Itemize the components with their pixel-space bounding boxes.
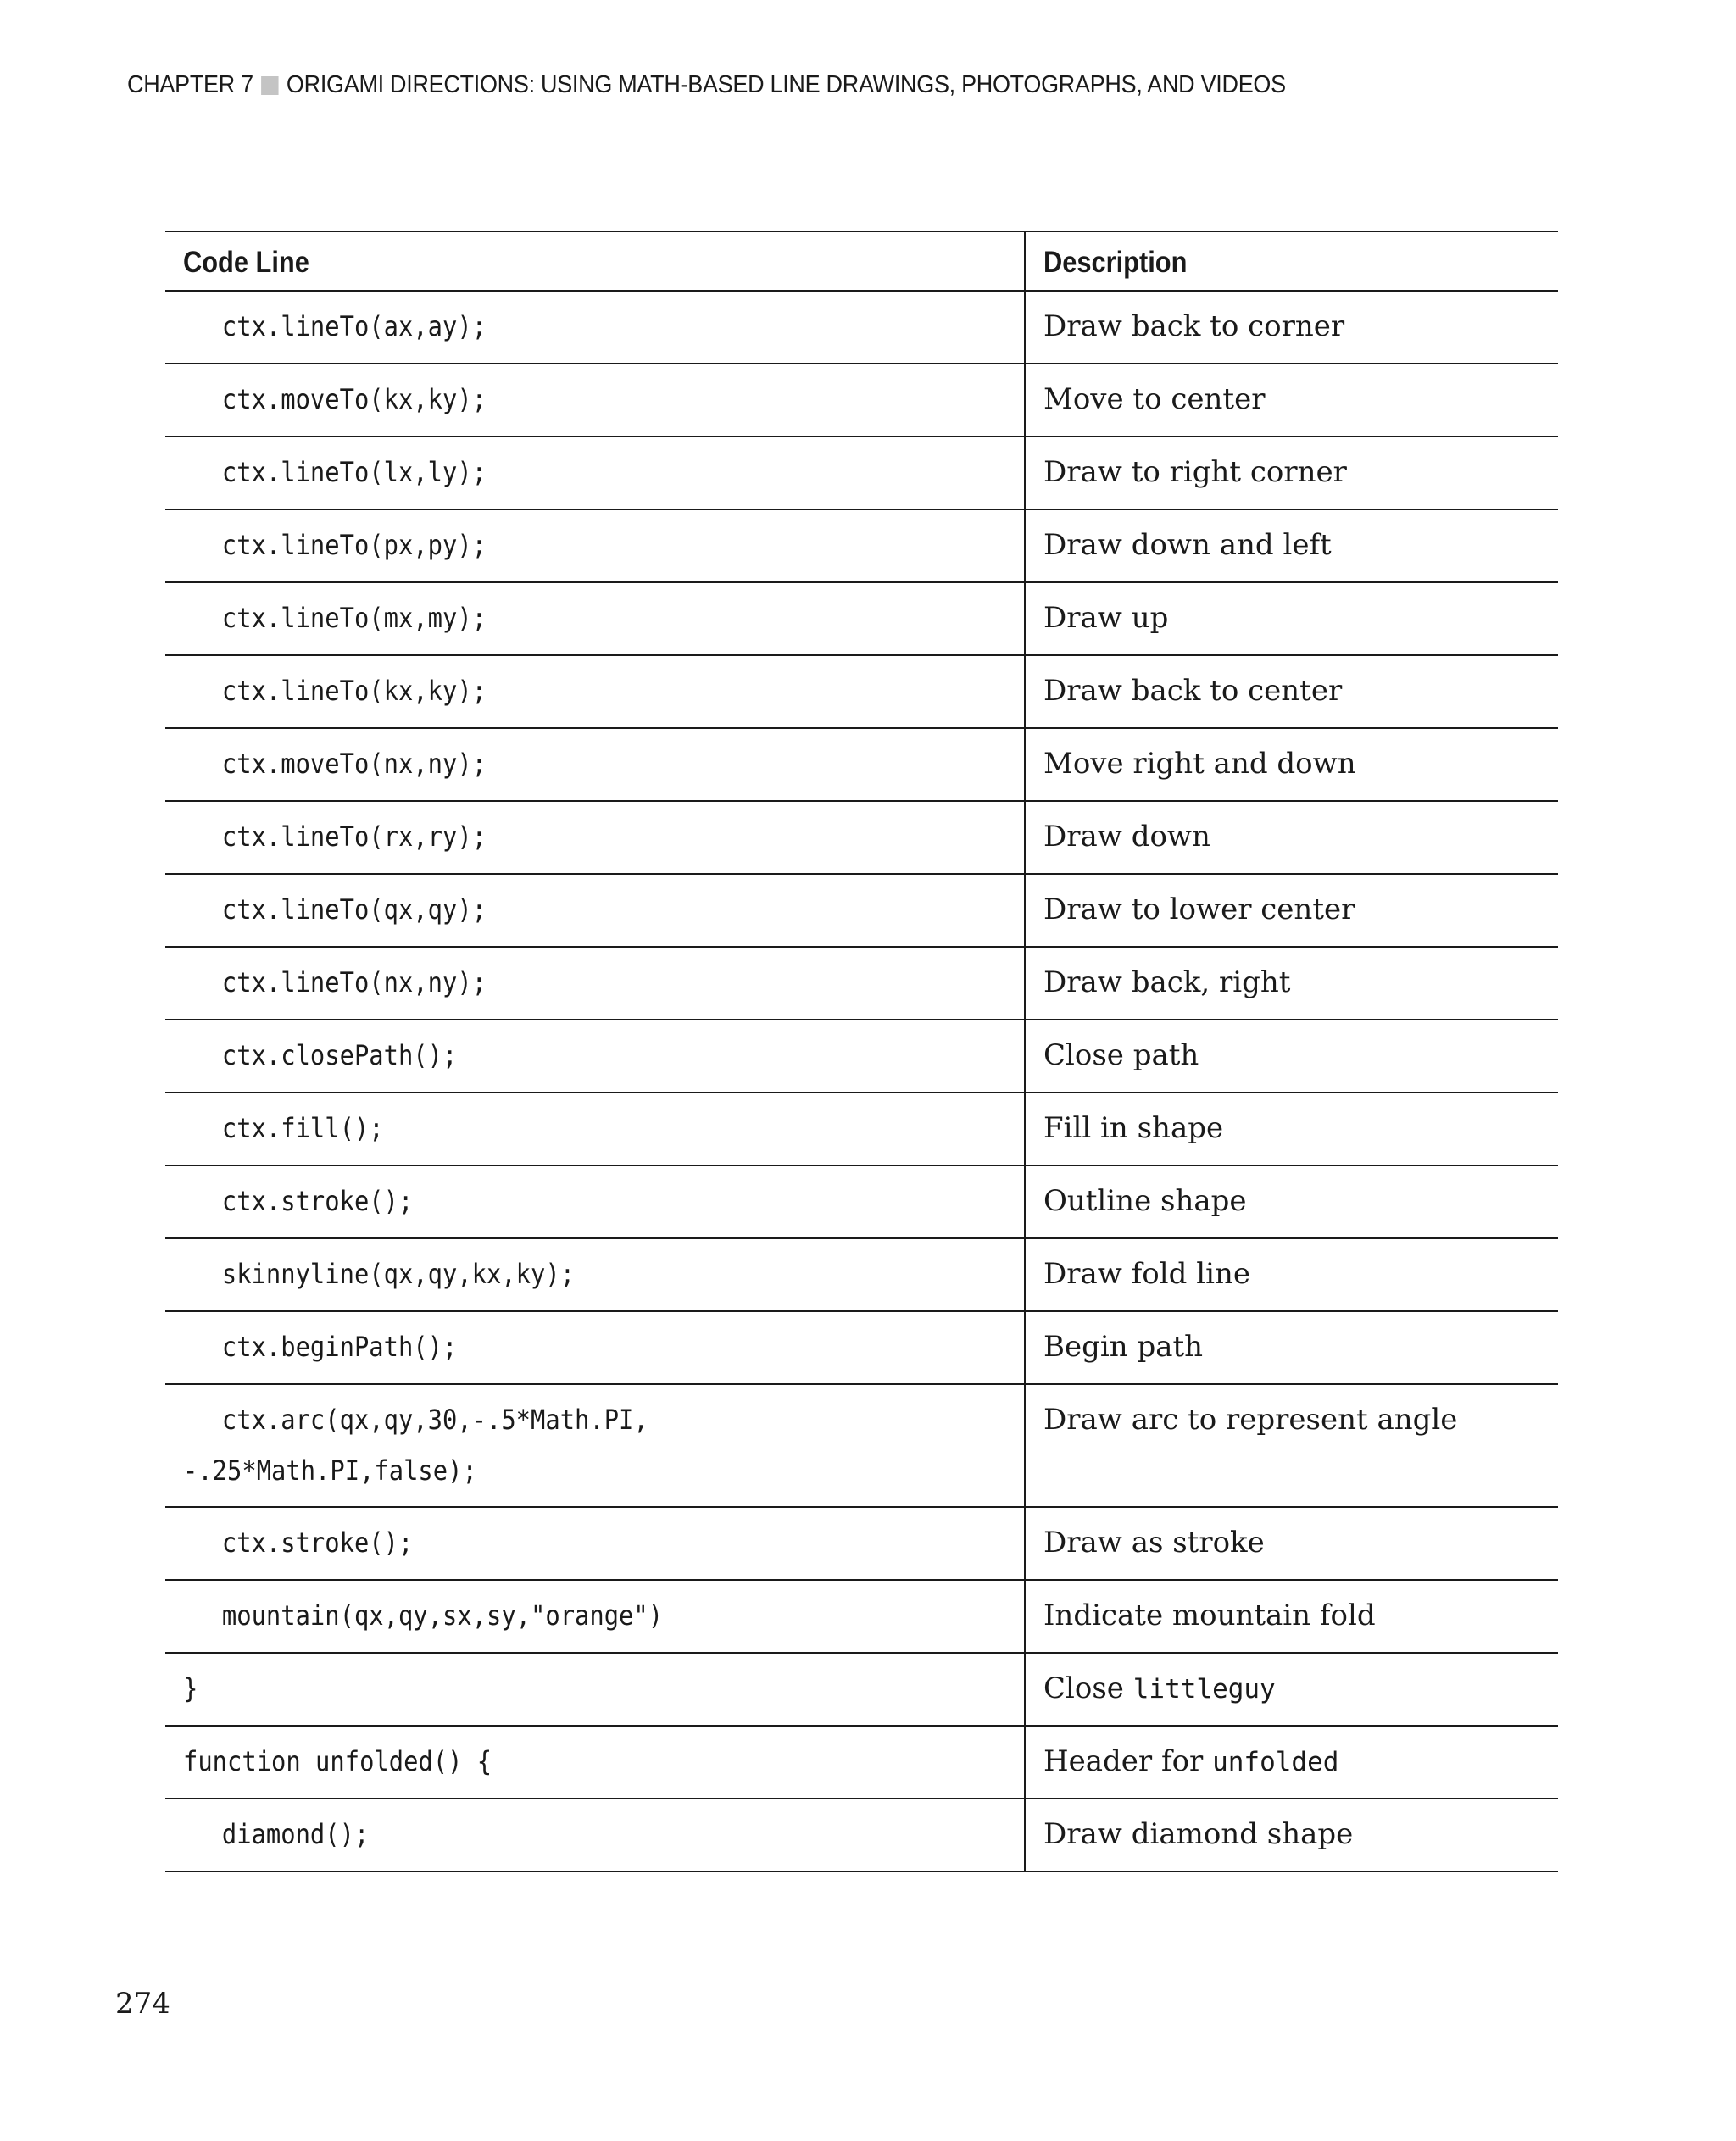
description-cell: Draw as stroke — [1025, 1507, 1558, 1580]
code-cell: ctx.lineTo(kx,ky); — [165, 655, 1025, 728]
code-cell: ctx.fill(); — [165, 1093, 1025, 1165]
code-cell: ctx.lineTo(px,py); — [165, 509, 1025, 582]
description-cell: Draw to right corner — [1025, 437, 1558, 509]
code-cell: function unfolded() { — [165, 1726, 1025, 1799]
chapter-title: ORIGAMI DIRECTIONS: USING MATH-BASED LINE DRAWINGS, PHOTOGRAPHS, AND VIDEOS — [286, 71, 1286, 98]
table-row — [165, 1726, 1558, 1799]
table-row — [165, 509, 1558, 582]
table-row — [165, 1020, 1558, 1093]
code-cell: ctx.beginPath(); — [165, 1311, 1025, 1384]
header-description: Description — [1025, 231, 1558, 291]
description-cell: Move right and down — [1025, 728, 1558, 801]
table-row — [165, 1165, 1558, 1238]
description-cell: Draw arc to represent angle — [1025, 1384, 1558, 1507]
description-cell: Close path — [1025, 1020, 1558, 1093]
description-cell: Close littleguy — [1025, 1653, 1558, 1726]
table-row — [165, 1238, 1558, 1311]
code-cell: ctx.stroke(); — [165, 1507, 1025, 1580]
table-row — [165, 291, 1558, 364]
table-row — [165, 728, 1558, 801]
description-cell: Move to center — [1025, 364, 1558, 437]
code-cell: skinnyline(qx,qy,kx,ky); — [165, 1238, 1025, 1311]
description-cell: Begin path — [1025, 1311, 1558, 1384]
code-cell: ctx.lineTo(lx,ly); — [165, 437, 1025, 509]
table-row — [165, 655, 1558, 728]
code-cell — [165, 1384, 1025, 1507]
table-row — [165, 1507, 1558, 1580]
code-cell: ctx.lineTo(rx,ry); — [165, 801, 1025, 874]
table-header-row — [165, 231, 1558, 291]
description-cell: Outline shape — [1025, 1165, 1558, 1238]
running-head — [127, 71, 1286, 99]
description-cell: Draw down and left — [1025, 509, 1558, 582]
table-row — [165, 437, 1558, 509]
chapter-label: CHAPTER 7 — [127, 71, 253, 98]
description-cell: Draw to lower center — [1025, 874, 1558, 947]
table-row — [165, 1093, 1558, 1165]
code-line-2: -.25*Math.PI,false); — [183, 1454, 477, 1487]
code-cell: ctx.lineTo(qx,qy); — [165, 874, 1025, 947]
table-row — [165, 582, 1558, 655]
separator-square-icon — [261, 76, 278, 95]
table-row — [165, 1384, 1558, 1507]
code-cell: mountain(qx,qy,sx,sy,"orange") — [165, 1580, 1025, 1653]
code-cell: ctx.lineTo(nx,ny); — [165, 947, 1025, 1020]
header-code-line: Code Line — [165, 231, 1025, 291]
description-cell: Draw back to corner — [1025, 291, 1558, 364]
description-cell: Indicate mountain fold — [1025, 1580, 1558, 1653]
table-row — [165, 1311, 1558, 1384]
code-cell: ctx.lineTo(mx,my); — [165, 582, 1025, 655]
description-cell: Header for unfolded — [1025, 1726, 1558, 1799]
table-row — [165, 947, 1558, 1020]
code-description-table — [165, 231, 1558, 1872]
table-row — [165, 364, 1558, 437]
code-cell: ctx.moveTo(nx,ny); — [165, 728, 1025, 801]
code-cell: ctx.moveTo(kx,ky); — [165, 364, 1025, 437]
table-row — [165, 801, 1558, 874]
description-cell: Draw back to center — [1025, 655, 1558, 728]
table-row — [165, 1580, 1558, 1653]
table-row — [165, 1653, 1558, 1726]
description-cell: Draw fold line — [1025, 1238, 1558, 1311]
description-cell: Draw up — [1025, 582, 1558, 655]
code-cell: diamond(); — [165, 1799, 1025, 1871]
code-cell: ctx.stroke(); — [165, 1165, 1025, 1238]
description-cell: Draw down — [1025, 801, 1558, 874]
code-line-1: ctx.arc(qx,qy,30,-.5*Math.PI, — [221, 1404, 648, 1436]
page-number: 274 — [115, 1987, 170, 2021]
description-cell: Fill in shape — [1025, 1093, 1558, 1165]
table-row — [165, 874, 1558, 947]
description-cell: Draw diamond shape — [1025, 1799, 1558, 1871]
description-cell: Draw back, right — [1025, 947, 1558, 1020]
code-cell: ctx.lineTo(ax,ay); — [165, 291, 1025, 364]
code-cell: ctx.closePath(); — [165, 1020, 1025, 1093]
code-cell: } — [165, 1653, 1025, 1726]
table-row — [165, 1799, 1558, 1871]
